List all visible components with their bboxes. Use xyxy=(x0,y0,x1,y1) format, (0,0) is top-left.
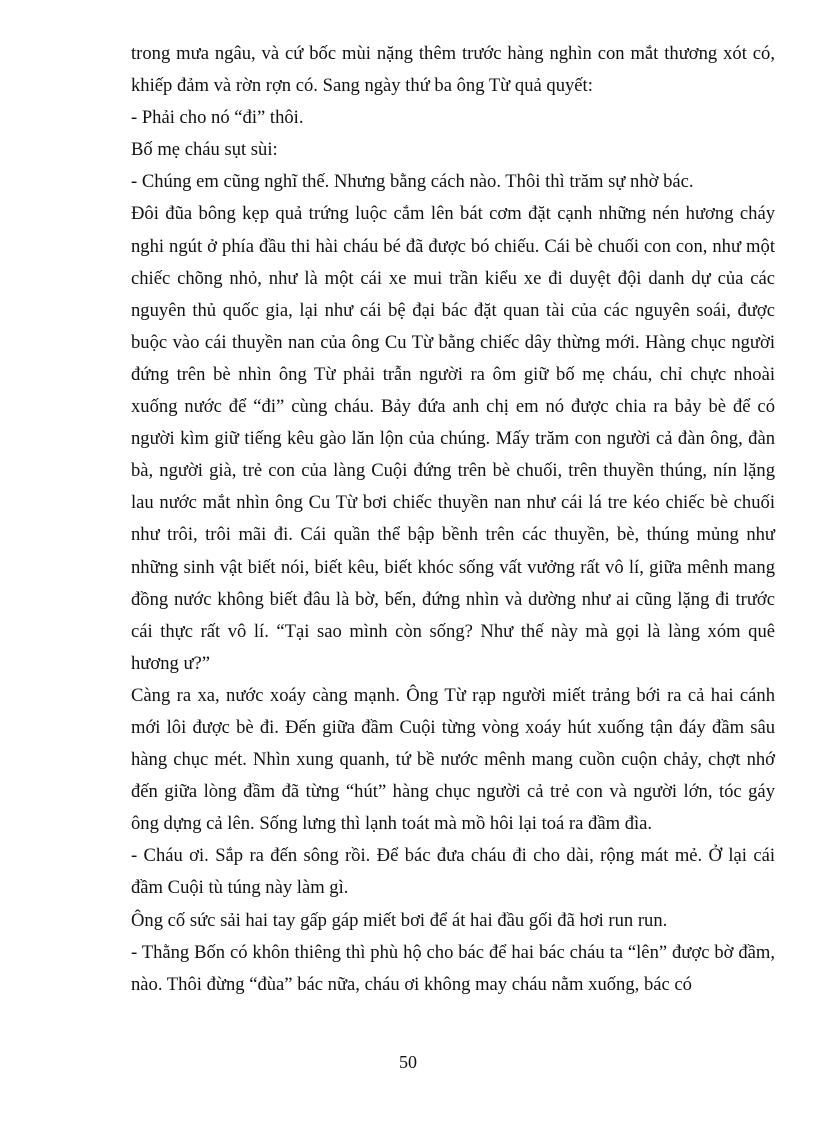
paragraph: Đôi đũa bông kẹp quả trứng luộc cắm lên bát cơm đặt cạnh những nén hương cháy nghi ngút ở phía đầu thi hài cháu bé đã được bó chiếu. Cái bè chuối con con, như một chiếc chõng nhỏ, như là một cái xe mui trần kiểu xe đi duyệt đội danh dự của các nguyên thủ quốc gia, lại như cái bệ đại bác đặt quan tài của các nguyên soái, được buộc vào cái thuyền nan của ông Cu Từ bằng chiếc dây thừng mới. Hàng chục người đứng trên bè nhìn ông Từ phải trẫn người ra ôm giữ bố mẹ cháu, chỉ chực nhoài xuống nước để “đi” cùng cháu. Bảy đứa anh chị em nó được chia ra bảy bè để có người kìm giữ tiếng kêu gào lăn lộn của chúng. Mấy trăm con người cả đàn ông, đàn bà, người già, trẻ con của làng Cuội đứng trên bè chuối, trên thuyền thúng, nín lặng lau nước mắt nhìn ông Cu Từ bơi chiếc thuyền nan như cái lá tre kéo chiếc bè chuối như trôi, trôi mãi đi. Cái quần thể bập bềnh trên các thuyền, bè, thúng mủng như những sinh vật biết nói, biết kêu, biết khóc sống vất vưởng rất vô lí, giữa mênh mang đồng nước không biết đâu là bờ, bến, đứng nhìn và dường như ai cũng lặng đi trước cái thực rất vô lí. “Tại sao mình còn sống? Như thế này mà gọi là làng xóm quê hương ư?” xyxy=(131,203,775,674)
paragraph: - Thằng Bốn có khôn thiêng thì phù hộ cho bác để hai bác cháu ta “lên” được bờ đầm, nào. Thôi đừng “đùa” bác nữa, cháu ơi không may cháu nằm xuống, bác có xyxy=(131,941,775,995)
paragraph: - Cháu ơi. Sắp ra đến sông rồi. Để bác đưa cháu đi cho dài, rộng mát mẻ. Ở lại cái đầm Cuội tù túng này làm gì. xyxy=(131,845,775,899)
paragraph: Bố mẹ cháu sụt sùi: xyxy=(131,139,278,161)
paragraph: trong mưa ngâu, và cứ bốc mùi nặng thêm trước hàng nghìn con mắt thương xót có, khiếp đảm và rờn rợn có. Sang ngày thứ ba ông Từ quả quyết: xyxy=(131,43,775,97)
paragraph: - Chúng em cũng nghĩ thế. Nhưng bằng cách nào. Thôi thì trăm sự nhờ bác. xyxy=(131,171,694,193)
paragraph: Ông cố sức sải hai tay gấp gáp miết bơi để át hai đầu gối đã hơi run run. xyxy=(131,909,668,931)
paragraph: Càng ra xa, nước xoáy càng mạnh. Ông Từ rạp người miết trảng bới ra cả hai cánh mới lôi được bè đi. Đến giữa đầm Cuội từng vòng xoáy hút xuống tận đáy đầm sâu hàng chục mét. Nhìn xung quanh, tứ bề nước mênh mang cuồn cuộn chảy, chợt nhớ đến giữa lòng đầm đã từng “hút” hàng chục người cả trẻ con và người lớn, tóc gáy ông dựng cả lên. Sống lưng thì lạnh toát mà mồ hôi lại toá ra đầm đìa. xyxy=(131,684,775,835)
paragraph: - Phải cho nó “đi” thôi. xyxy=(131,107,304,129)
page-number: 50 xyxy=(399,1052,417,1072)
body-text xyxy=(131,38,775,1001)
